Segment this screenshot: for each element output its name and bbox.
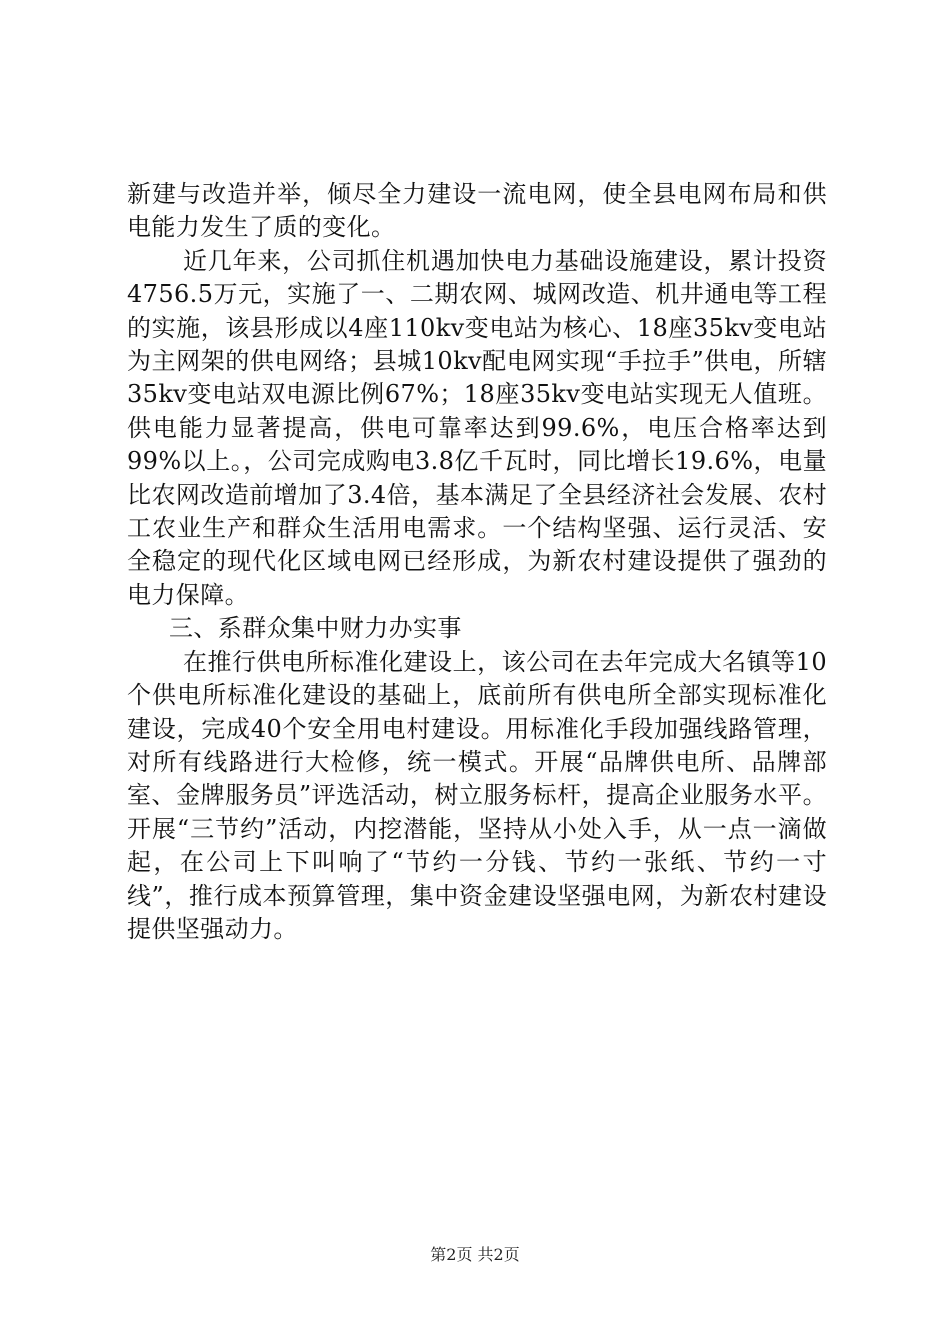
- paragraph-standardization: 在推行供电所标准化建设上，该公司在去年完成大名镇等10个供电所标准化建设的基础上，底前所有供电所全部实现标准化建设，完成40个安全用电村建设。用标准化手段加强线路管理，对所有线路进行大检修，统一模式。开展“品牌供电所、品牌部室、金牌服务员”评选活动，树立服务标杆，提高企业服务水平。开展“三节约”活动，内挖潜能，坚持从小处入手，从一点一滴做起，在公司上下叫响了“节约一分钱、节约一张纸、节约一寸线”，推行成本预算管理，集中资金建设坚强电网，为新农村建设提供坚强动力。: [127, 647, 827, 943]
- page-number-footer: 第2页 共2页: [430, 1245, 520, 1264]
- paragraph-continued: 新建与改造并举，倾尽全力建设一流电网，使全县电网布局和供电能力发生了质的变化。: [127, 180, 827, 242]
- document-body: [127, 178, 827, 946]
- section-heading-3: 三、系群众集中财力办实事: [169, 614, 462, 643]
- paragraph-grid-construction: 近几年来，公司抓住机遇加快电力基础设施建设，累计投资4756.5万元，实施了一、二期农网、城网改造、机井通电等工程的实施，该县形成以4座110kv变电站为核心、18座35kv变电站为主网架的供电网络；县城10kv配电网实现“手拉手”供电，所辖35kv变电站双电源比例67%；18座35kv变电站实现无人值班。供电能力显著提高，供电可靠率达到99.6%，电压合格率达到99%以上。，公司完成购电3.8亿千瓦时，同比增长19.6%，电量比农网改造前增加了3.4倍，基本满足了全县经济社会发展、农村工农业生产和群众生活用电需求。一个结构坚强、运行灵活、安全稳定的现代化区域电网已经形成，为新农村建设提供了强劲的电力保障。: [127, 246, 827, 609]
